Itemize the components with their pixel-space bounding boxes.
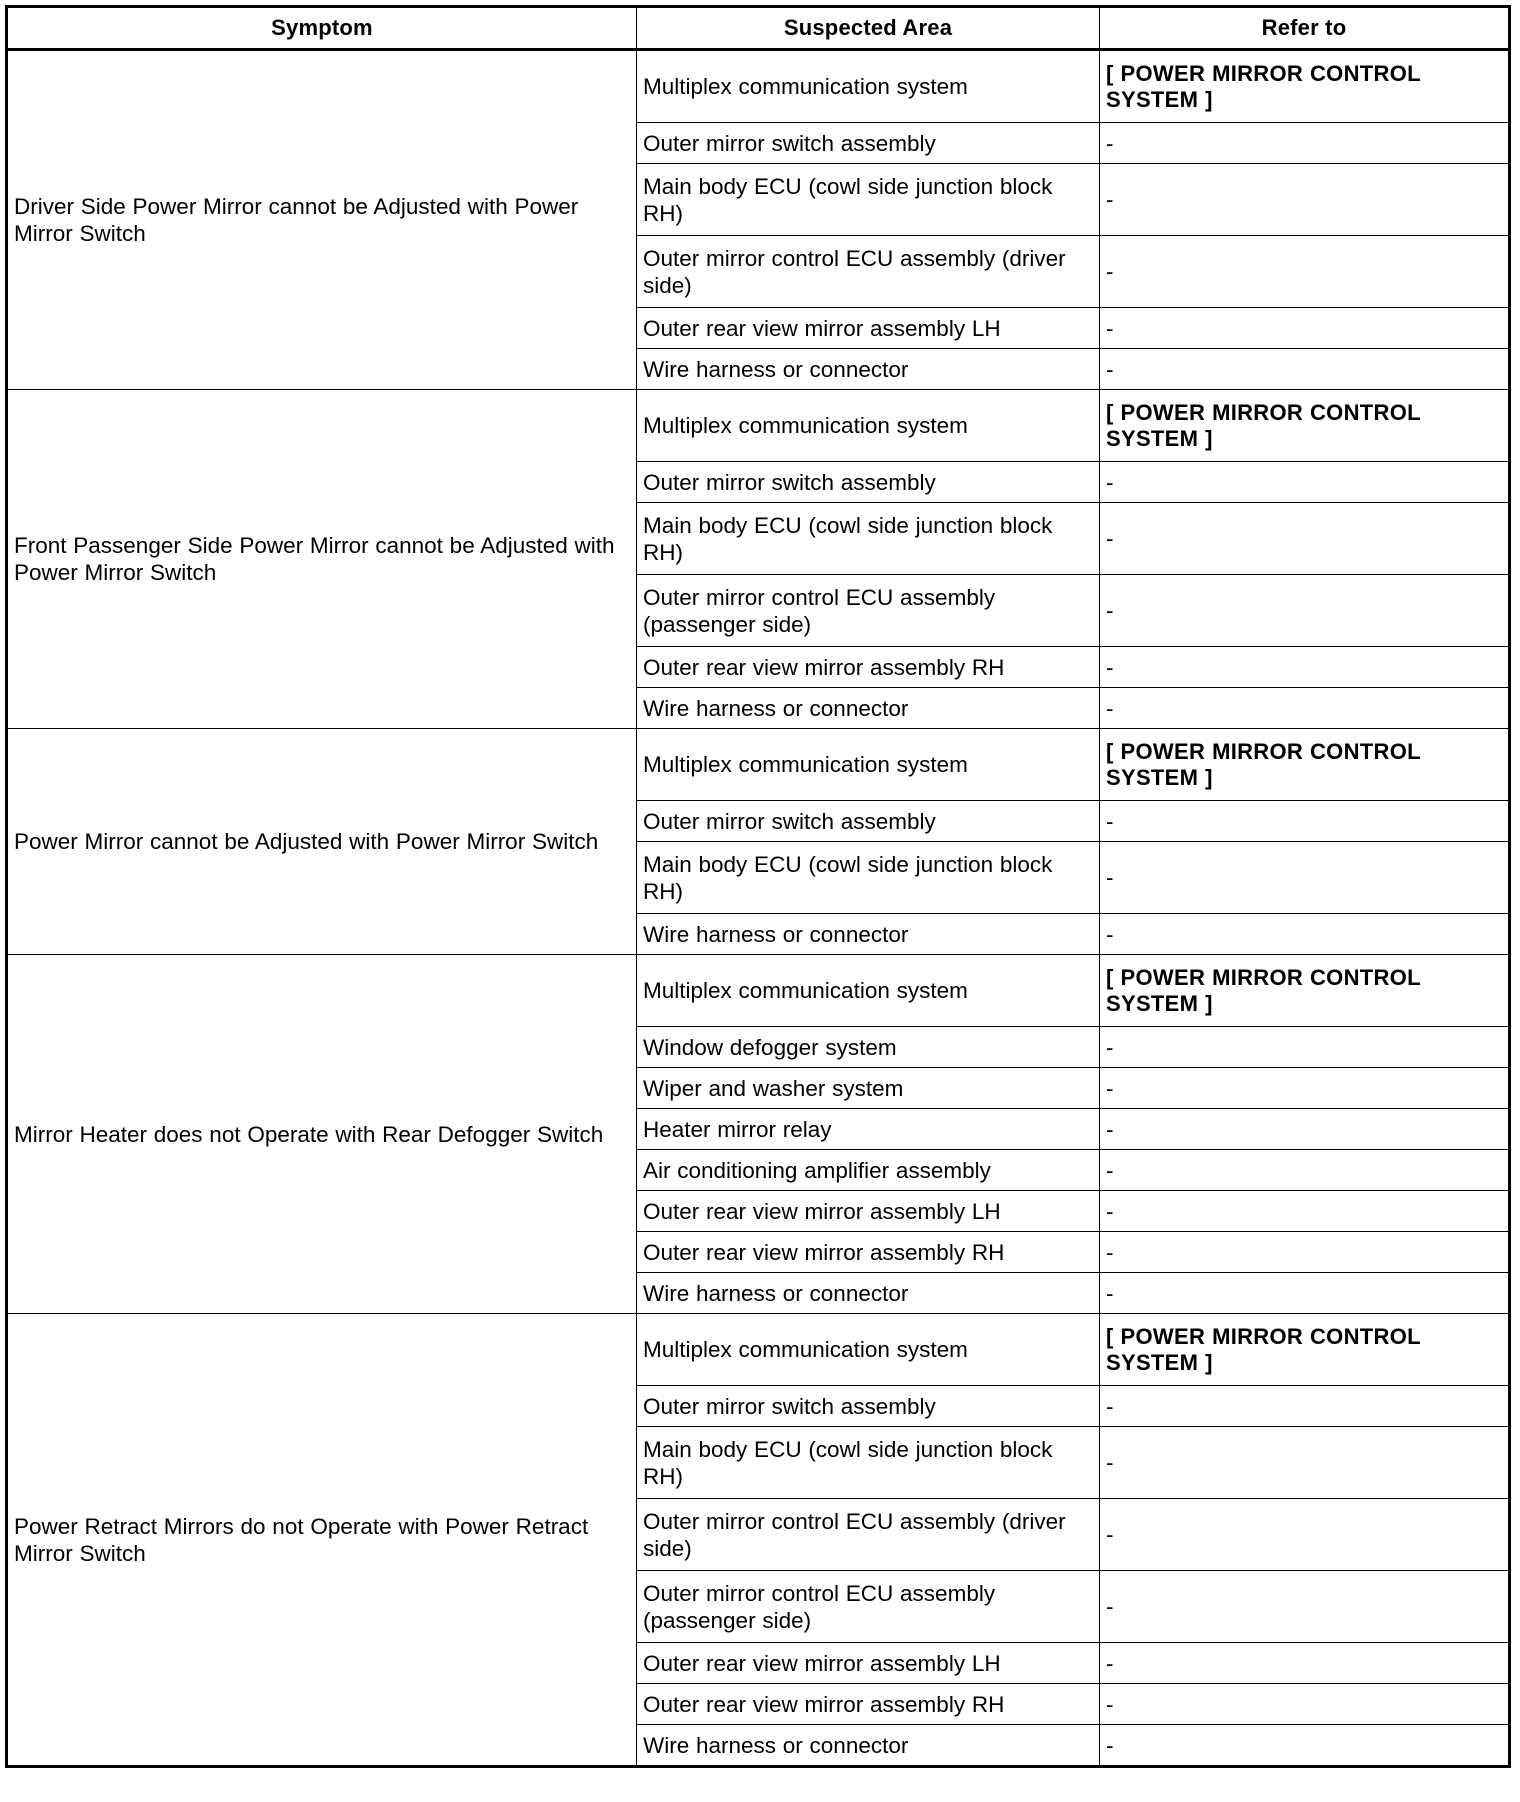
refer-to-cell: - [1100, 123, 1510, 164]
suspected-area-cell: Multiplex communication system [637, 50, 1100, 123]
header-suspected-area: Suspected Area [637, 7, 1100, 50]
symptom-cell: Power Retract Mirrors do not Operate with Power Retract Mirror Switch [7, 1314, 637, 1767]
suspected-area-cell: Outer rear view mirror assembly RH [637, 1232, 1100, 1273]
table-row [7, 1314, 1510, 1386]
suspected-area-cell: Multiplex communication system [637, 729, 1100, 801]
refer-to-cell: - [1100, 308, 1510, 349]
header-row [7, 7, 1510, 50]
refer-to-cell: - [1100, 801, 1510, 842]
suspected-area-cell: Outer mirror switch assembly [637, 462, 1100, 503]
suspected-area-cell: Outer mirror control ECU assembly (driver side) [637, 236, 1100, 308]
refer-to-cell: - [1100, 349, 1510, 390]
refer-to-cell: - [1100, 1499, 1510, 1571]
symptom-cell: Power Mirror cannot be Adjusted with Power Mirror Switch [7, 729, 637, 955]
suspected-area-cell: Outer rear view mirror assembly LH [637, 1643, 1100, 1684]
suspected-area-cell: Main body ECU (cowl side junction block RH) [637, 1427, 1100, 1499]
refer-to-link[interactable]: [ POWER MIRROR CONTROL SYSTEM ] [1100, 50, 1510, 123]
refer-to-cell: - [1100, 1191, 1510, 1232]
suspected-area-cell: Wire harness or connector [637, 349, 1100, 390]
suspected-area-cell: Wiper and washer system [637, 1068, 1100, 1109]
table-row [7, 390, 1510, 462]
suspected-area-cell: Wire harness or connector [637, 1273, 1100, 1314]
refer-to-cell: - [1100, 842, 1510, 914]
suspected-area-cell: Multiplex communication system [637, 390, 1100, 462]
refer-to-cell: - [1100, 1068, 1510, 1109]
suspected-area-cell: Outer rear view mirror assembly RH [637, 647, 1100, 688]
suspected-area-cell: Main body ECU (cowl side junction block RH) [637, 842, 1100, 914]
suspected-area-cell: Outer mirror control ECU assembly (passenger side) [637, 1571, 1100, 1643]
refer-to-cell: - [1100, 1027, 1510, 1068]
refer-to-cell: - [1100, 236, 1510, 308]
suspected-area-cell: Outer mirror switch assembly [637, 1386, 1100, 1427]
suspected-area-cell: Wire harness or connector [637, 914, 1100, 955]
refer-to-cell: - [1100, 1232, 1510, 1273]
refer-to-link[interactable]: [ POWER MIRROR CONTROL SYSTEM ] [1100, 729, 1510, 801]
refer-to-cell: - [1100, 1150, 1510, 1191]
suspected-area-cell: Main body ECU (cowl side junction block RH) [637, 164, 1100, 236]
suspected-area-cell: Main body ECU (cowl side junction block RH) [637, 503, 1100, 575]
header-refer-to: Refer to [1100, 7, 1510, 50]
refer-to-cell: - [1100, 503, 1510, 575]
refer-to-cell: - [1100, 1571, 1510, 1643]
refer-to-cell: - [1100, 1386, 1510, 1427]
refer-to-cell: - [1100, 914, 1510, 955]
suspected-area-cell: Outer rear view mirror assembly RH [637, 1684, 1100, 1725]
refer-to-cell: - [1100, 1643, 1510, 1684]
refer-to-cell: - [1100, 1725, 1510, 1767]
refer-to-link[interactable]: [ POWER MIRROR CONTROL SYSTEM ] [1100, 390, 1510, 462]
problem-symptoms-table [5, 5, 1511, 1768]
refer-to-link[interactable]: [ POWER MIRROR CONTROL SYSTEM ] [1100, 955, 1510, 1027]
suspected-area-cell: Outer rear view mirror assembly LH [637, 1191, 1100, 1232]
suspected-area-cell: Air conditioning amplifier assembly [637, 1150, 1100, 1191]
symptom-cell: Driver Side Power Mirror cannot be Adjusted with Power Mirror Switch [7, 50, 637, 390]
refer-to-cell: - [1100, 1684, 1510, 1725]
refer-to-cell: - [1100, 688, 1510, 729]
suspected-area-cell: Outer mirror switch assembly [637, 801, 1100, 842]
table-row [7, 50, 1510, 123]
refer-to-cell: - [1100, 1273, 1510, 1314]
refer-to-cell: - [1100, 1427, 1510, 1499]
suspected-area-cell: Heater mirror relay [637, 1109, 1100, 1150]
suspected-area-cell: Outer rear view mirror assembly LH [637, 308, 1100, 349]
suspected-area-cell: Wire harness or connector [637, 688, 1100, 729]
refer-to-cell: - [1100, 647, 1510, 688]
refer-to-cell: - [1100, 575, 1510, 647]
table-row [7, 729, 1510, 801]
symptom-cell: Front Passenger Side Power Mirror cannot be Adjusted with Power Mirror Switch [7, 390, 637, 729]
suspected-area-cell: Outer mirror control ECU assembly (driver side) [637, 1499, 1100, 1571]
table-body [7, 50, 1510, 1767]
suspected-area-cell: Outer mirror switch assembly [637, 123, 1100, 164]
suspected-area-cell: Outer mirror control ECU assembly (passenger side) [637, 575, 1100, 647]
header-symptom: Symptom [7, 7, 637, 50]
refer-to-cell: - [1100, 164, 1510, 236]
suspected-area-cell: Wire harness or connector [637, 1725, 1100, 1767]
suspected-area-cell: Multiplex communication system [637, 1314, 1100, 1386]
refer-to-link[interactable]: [ POWER MIRROR CONTROL SYSTEM ] [1100, 1314, 1510, 1386]
suspected-area-cell: Window defogger system [637, 1027, 1100, 1068]
suspected-area-cell: Multiplex communication system [637, 955, 1100, 1027]
refer-to-cell: - [1100, 462, 1510, 503]
symptom-cell: Mirror Heater does not Operate with Rear Defogger Switch [7, 955, 637, 1314]
refer-to-cell: - [1100, 1109, 1510, 1150]
table-row [7, 955, 1510, 1027]
